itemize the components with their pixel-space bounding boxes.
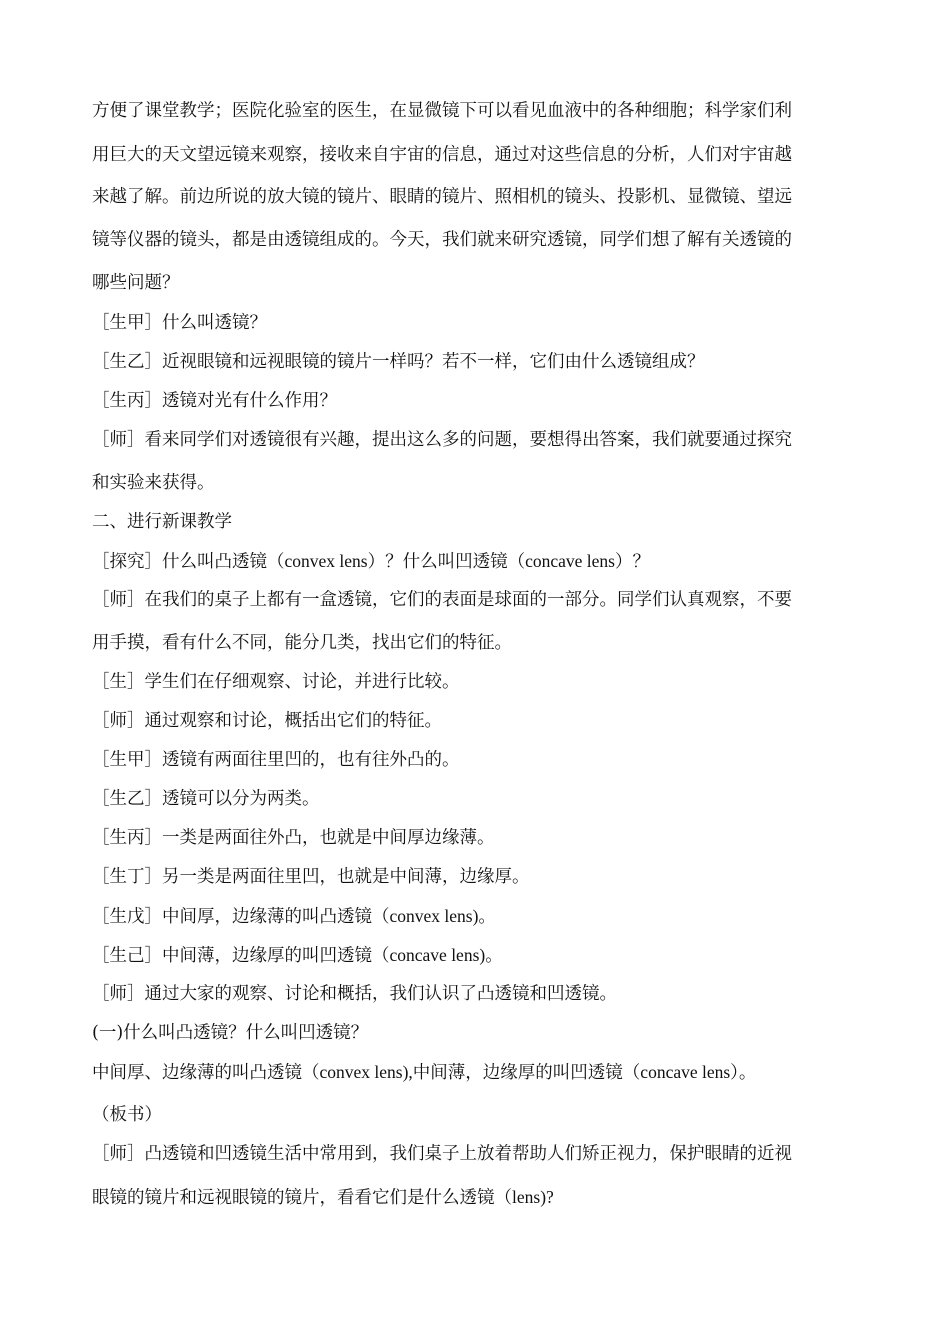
dialogue-line: ［生乙］近视眼镜和远视眼镜的镜片一样吗？若不一样，它们由什么透镜组成？ — [92, 352, 705, 372]
dialogue-line: ［生甲］透镜有两面往里凹的，也有往外凸的。 — [92, 750, 460, 770]
dialogue-line: ［生丙］一类是两面往外凸，也就是中间厚边缘薄。 — [92, 828, 495, 848]
dialogue-line: ［生甲］什么叫透镜？ — [92, 313, 267, 333]
board-note: （板书） — [92, 1105, 162, 1125]
dialogue-line: ［生］学生们在仔细观察、讨论，并进行比较。 — [92, 672, 460, 692]
dialogue-line: 用手摸，看有什么不同，能分几类，找出它们的特征。 — [92, 633, 512, 653]
dialogue-line: ［师］凸透镜和凹透镜生活中常用到，我们桌子上放着帮助人们矫正视力，保护眼睛的近视 — [92, 1144, 792, 1164]
dialogue-line: ［师］通过大家的观察、讨论和概括，我们认识了凸透镜和凹透镜。 — [92, 984, 617, 1004]
dialogue-line: ［生丁］另一类是两面往里凹，也就是中间薄，边缘厚。 — [92, 867, 530, 887]
dialogue-line: ［生己］中间薄，边缘厚的叫凹透镜（concave lens)。 — [92, 945, 503, 965]
dialogue-line: ［生戊］中间厚，边缘薄的叫凸透镜（convex lens)。 — [92, 906, 496, 926]
dialogue-line: ［生乙］透镜可以分为两类。 — [92, 789, 320, 809]
paragraph-line: 哪些问题？ — [92, 273, 180, 293]
definition-line: 中间厚、边缘薄的叫凸透镜（convex lens),中间薄，边缘厚的叫凹透镜（concave lens）。 — [92, 1062, 757, 1082]
paragraph-line: 镜等仪器的镜头，都是由透镜组成的。今天，我们就来研究透镜，同学们想了解有关透镜的 — [92, 230, 792, 250]
paragraph-line: 用巨大的天文望远镜来观察，接收来自宇宙的信息，通过对这些信息的分析，人们对宇宙越 — [92, 145, 792, 165]
dialogue-line: ［生丙］透镜对光有什么作用？ — [92, 391, 337, 411]
subsection-heading: (一)什么叫凸透镜？什么叫凹透镜？ — [92, 1023, 369, 1043]
paragraph-line: 来越了解。前边所说的放大镜的镜片、眼睛的镜片、照相机的镜头、投影机、显微镜、望远 — [92, 187, 792, 207]
dialogue-line: ［师］看来同学们对透镜很有兴趣，提出这么多的问题，要想得出答案，我们就要通过探究 — [92, 430, 792, 450]
dialogue-line: ［探究］什么叫凸透镜（convex lens）？什么叫凹透镜（concave lens）？ — [92, 551, 650, 571]
paragraph-line: 方便了课堂教学；医院化验室的医生，在显微镜下可以看见血液中的各种细胞；科学家们利 — [92, 101, 792, 121]
dialogue-line: 眼镜的镜片和远视眼镜的镜片，看看它们是什么透镜（lens)? — [92, 1187, 554, 1207]
dialogue-line: ［师］在我们的桌子上都有一盒透镜，它们的表面是球面的一部分。同学们认真观察，不要 — [92, 590, 792, 610]
section-heading: 二、进行新课教学 — [92, 512, 232, 532]
dialogue-line: ［师］通过观察和讨论，概括出它们的特征。 — [92, 711, 442, 731]
dialogue-line: 和实验来获得。 — [92, 473, 215, 493]
